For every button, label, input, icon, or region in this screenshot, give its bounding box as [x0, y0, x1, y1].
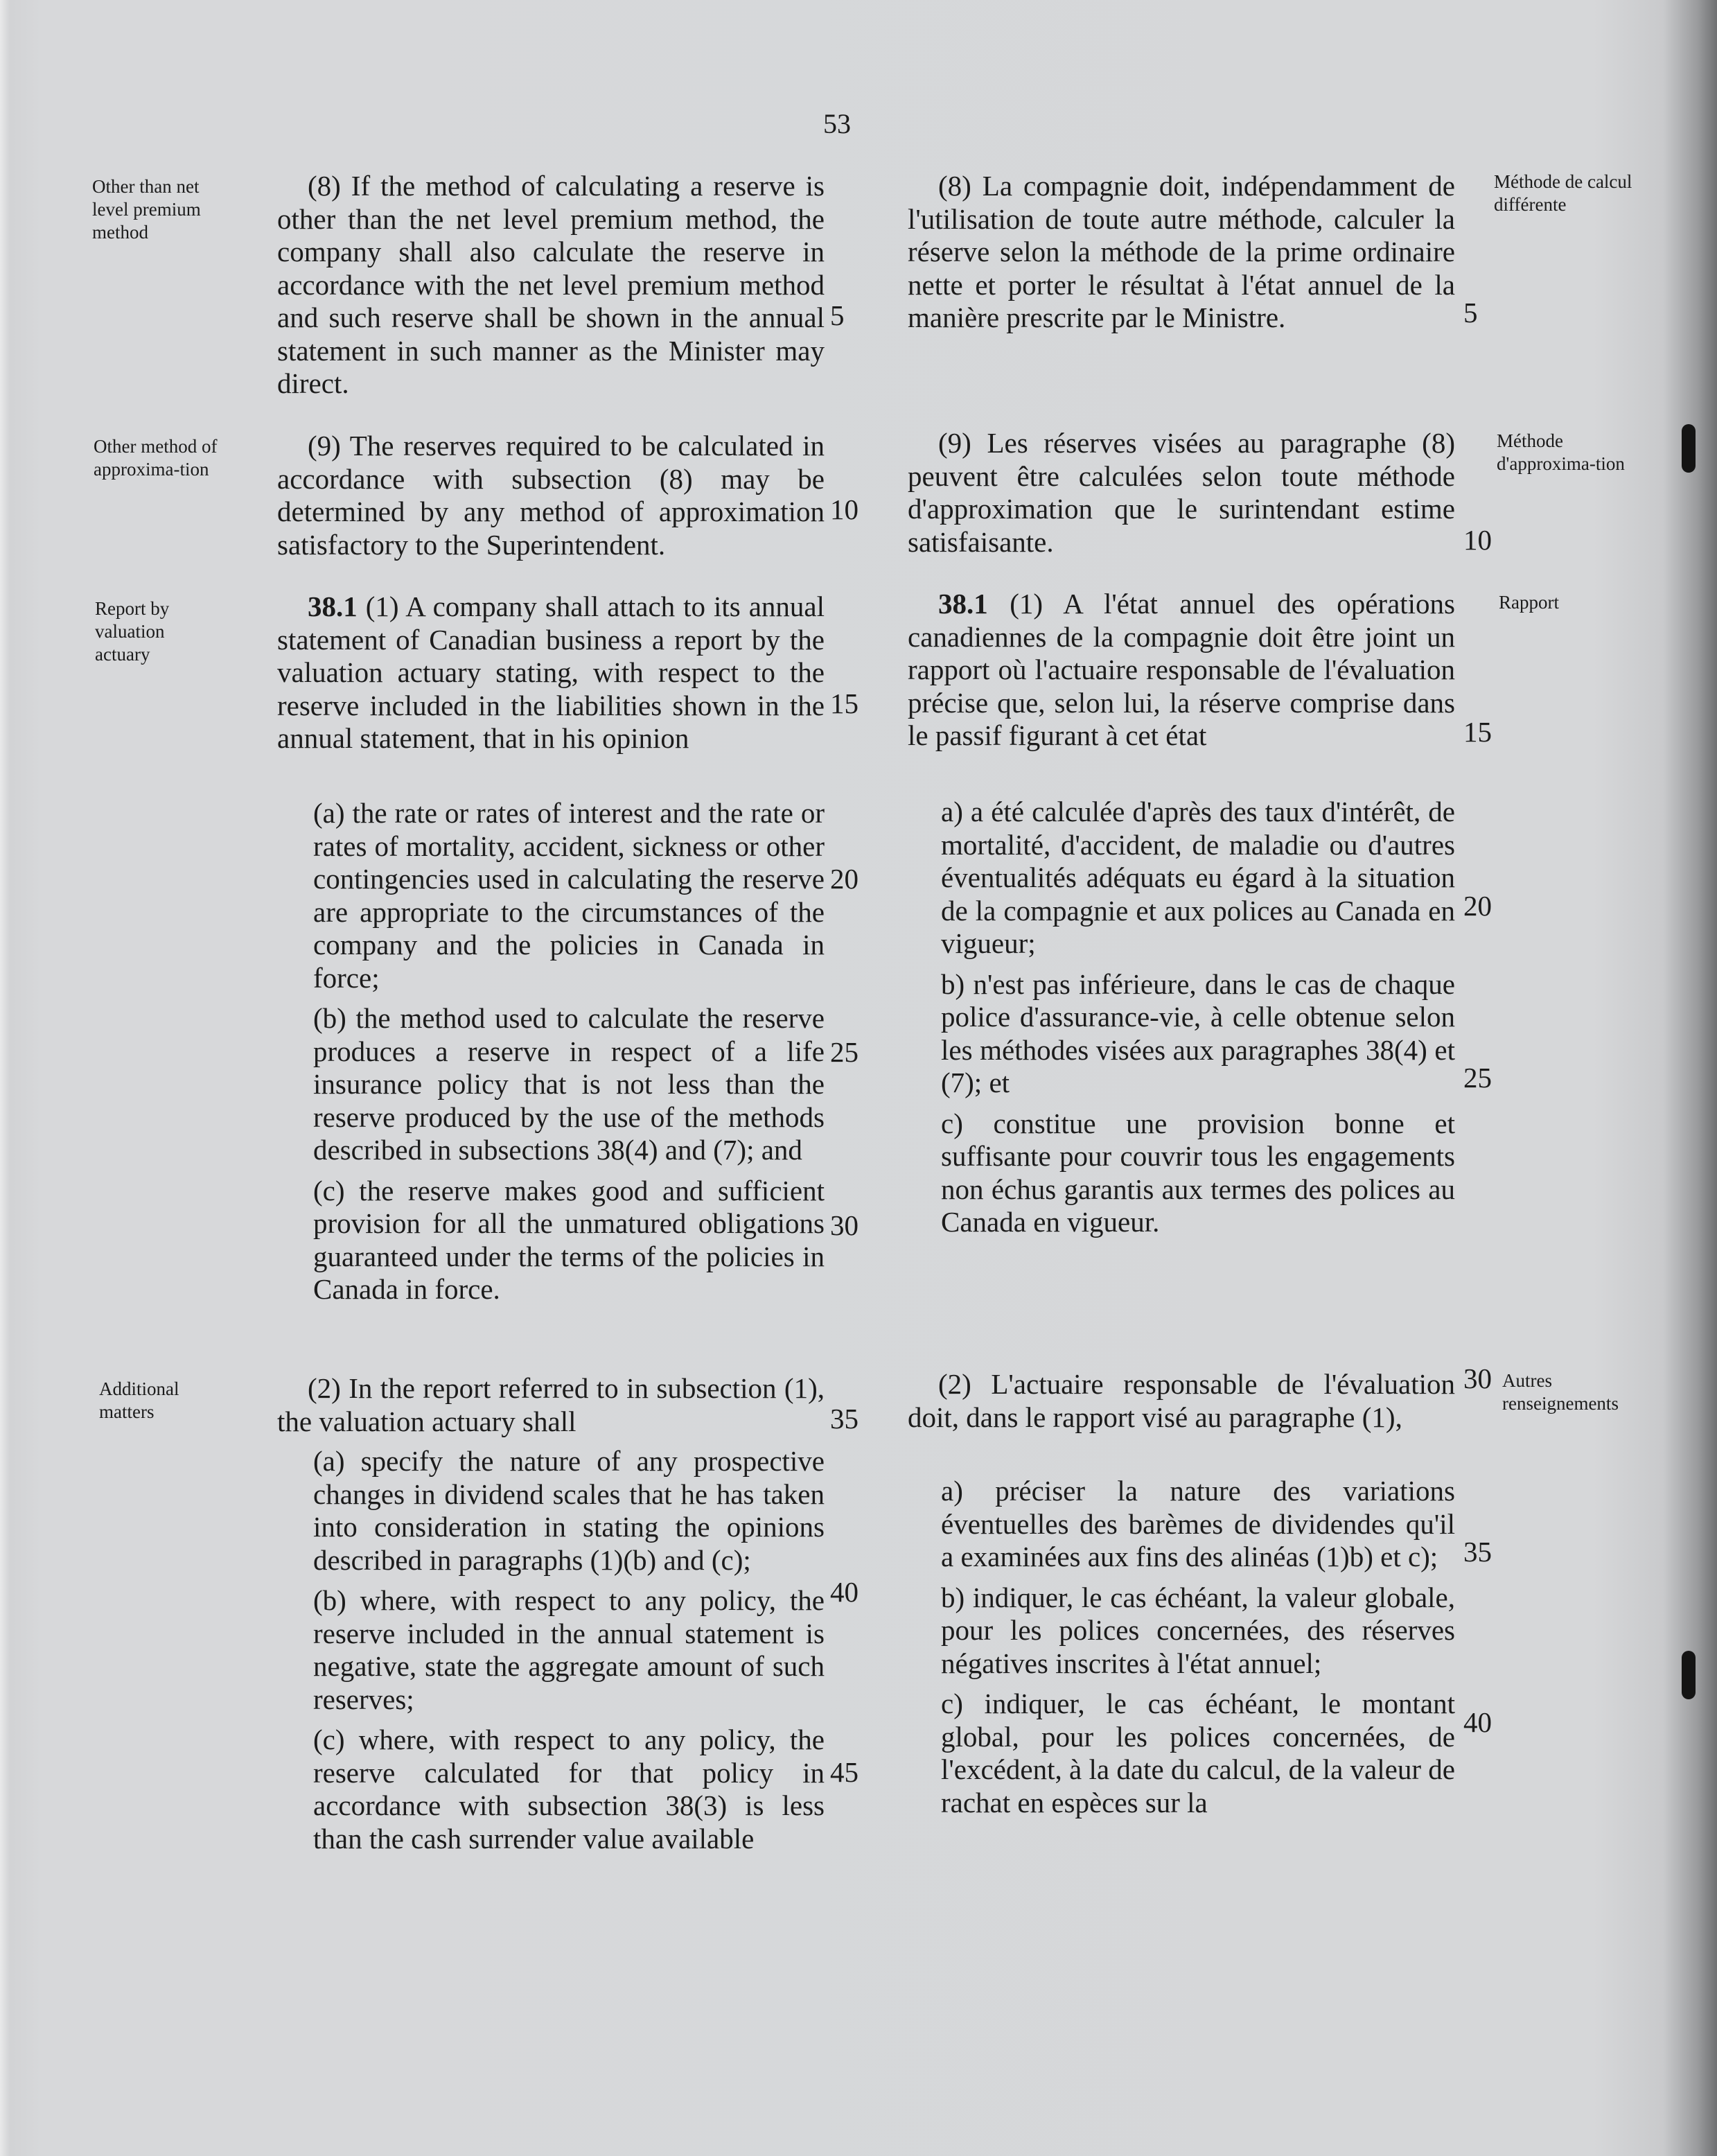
line-number: 10	[830, 493, 858, 525]
line-number: 30	[1463, 1362, 1492, 1394]
line-number: 5	[1463, 297, 1478, 328]
line-number: 40	[1463, 1706, 1492, 1738]
french-paragraph-a: a) a été calculée d'après des taux d'intérêt, de mortalité, d'accident, de maladie ou d'autres éventualités adéquats eu égard à la situation de la compagnie et aux polices au Canada en vigueur;	[941, 796, 1455, 959]
margin-note-left: Report by valuation actuary	[95, 598, 170, 665]
french-paragraph-b: b) indiquer, le cas échéant, la valeur globale, pour les polices concernées, des réserves négatives inscrites à l'état annuel;	[941, 1581, 1455, 1679]
english-paragraph-list	[277, 797, 825, 1306]
english-section-38-1	[277, 590, 825, 755]
line-number: 30	[830, 1209, 858, 1241]
french-subsection-8: (8) La compagnie doit, indépendamment de l'utilisation de toute autre méthode, calculer la réserve selon la méthode de la prime ordinaire nette et porter le résultat à l'état annuel de la manière prescrite par le Ministre.	[908, 170, 1455, 333]
line-number: 40	[830, 1576, 858, 1608]
line-number: 45	[830, 1756, 858, 1788]
margin-note-right: Autres renseignements	[1502, 1370, 1619, 1414]
english-subsection-8: (8) If the method of calculating a reserve is other than the net level premium method, the company shall also calculate the reserve in accordance with the net level premium method and such reserve shall be shown in the annual statement in such manner as the Minister may direct.	[277, 170, 825, 399]
line-number: 20	[1463, 890, 1492, 922]
margin-note-left: Other method of approxima-tion	[94, 436, 218, 480]
english-paragraph-b: (b) the method used to calculate the reserve produces a reserve in respect of a life insurance policy that is not less than the reserve produced by the use of the methods described in subsections 38(4) and (7); and	[313, 1002, 825, 1166]
section-text: (1) A l'état annuel des opérations canadiennes de la compagnie doit être joint un rapport où l'actuaire responsable de l'évaluation précise que, selon lui, la réserve comprise dans le passif figurant à cet état	[908, 588, 1456, 751]
line-number: 10	[1463, 524, 1492, 556]
margin-note-left: Additional matters	[99, 1378, 179, 1422]
english-subsection-9: (9) The reserves required to be calculated in accordance with subsection (8) may be determined by any method of approximation satisfactory to the Superintendent.	[277, 430, 825, 561]
section-number: 38.1	[308, 590, 358, 622]
french-subsection-2-list	[908, 1475, 1455, 1819]
section-text: (1) A company shall attach to its annual statement of Canadian business a report by the valuation actuary stating, with respect to the reserve included in the liabilities shown in the annual statement, that in his opinion	[277, 590, 825, 754]
french-subsection-2: (2) L'actuaire responsable de l'évaluation doit, dans le rapport visé au paragraphe (1),	[908, 1368, 1455, 1433]
margin-note-right: Rapport	[1499, 592, 1559, 613]
french-subsection-9: (9) Les réserves visées au paragraphe (8) peuvent être calculées selon toute méthode d'approximation que le surintendant estime satisfaisante.	[908, 427, 1455, 558]
english-paragraph-c: (c) where, with respect to any policy, the reserve calculated for that policy in accordance with subsection 38(3) is less than the cash surrender value available	[313, 1724, 825, 1855]
line-number: 20	[830, 863, 858, 895]
section-number: 38.1	[938, 588, 988, 620]
margin-note-right: Méthode d'approxima-tion	[1497, 430, 1625, 474]
line-number: 15	[1463, 716, 1492, 748]
page-edge	[0, 0, 10, 2156]
line-number: 15	[830, 687, 858, 719]
french-paragraph-a: a) préciser la nature des variations éventuelles des barèmes de dividendes qu'il a examinées aux fins des alinéas (1)b) et c);	[941, 1475, 1455, 1572]
english-paragraph-b: (b) where, with respect to any policy, the reserve included in the annual statement is negative, state the aggregate amount of such reserves;	[313, 1584, 825, 1715]
binder-hole	[1682, 424, 1696, 473]
french-paragraph-b: b) n'est pas inférieure, dans le cas de chaque police d'assurance-vie, à celle obtenue selon les méthodes visées aux paragraphes 38(4) et (7); et	[941, 967, 1455, 1098]
margin-note-right: Méthode de calcul différente	[1494, 171, 1632, 215]
french-paragraph-list	[908, 796, 1455, 1239]
english-subsection-2-list	[277, 1445, 825, 1855]
binder-hole	[1682, 1651, 1696, 1699]
line-number: 25	[1463, 1062, 1492, 1094]
french-paragraph-c: c) constitue une provision bonne et suffisante pour couvrir tous les engagements non échus garantis aux termes des polices au Canada en vigueur.	[941, 1107, 1455, 1238]
english-subsection-2: (2) In the report referred to in subsection (1), the valuation actuary shall	[277, 1372, 825, 1437]
english-paragraph-a: (a) specify the nature of any prospective changes in dividend scales that he has taken into consideration in stating the opinions described in paragraphs (1)(b) and (c);	[313, 1445, 825, 1576]
line-number: 35	[830, 1403, 858, 1435]
line-number: 5	[830, 299, 845, 331]
margin-note-left: Other than net level premium method	[92, 176, 201, 243]
english-paragraph-a: (a) the rate or rates of interest and the rate or rates of mortality, accident, sickness or other contingencies used in calculating the reserve are appropriate to the circumstances of the company and the policies in Canada in force;	[313, 797, 825, 994]
line-number: 35	[1463, 1536, 1492, 1568]
french-paragraph-c: c) indiquer, le cas échéant, le montant global, pour les polices concernées, de l'excédent, à la date du calcul, de la valeur de rachat en espèces sur la	[941, 1688, 1455, 1818]
english-paragraph-c: (c) the reserve makes good and sufficient provision for all the unmatured obligations guaranteed under the terms of the policies in Canada in force.	[313, 1174, 825, 1305]
line-number: 25	[830, 1036, 858, 1068]
french-section-38-1	[908, 588, 1455, 753]
page-number: 53	[823, 108, 851, 139]
